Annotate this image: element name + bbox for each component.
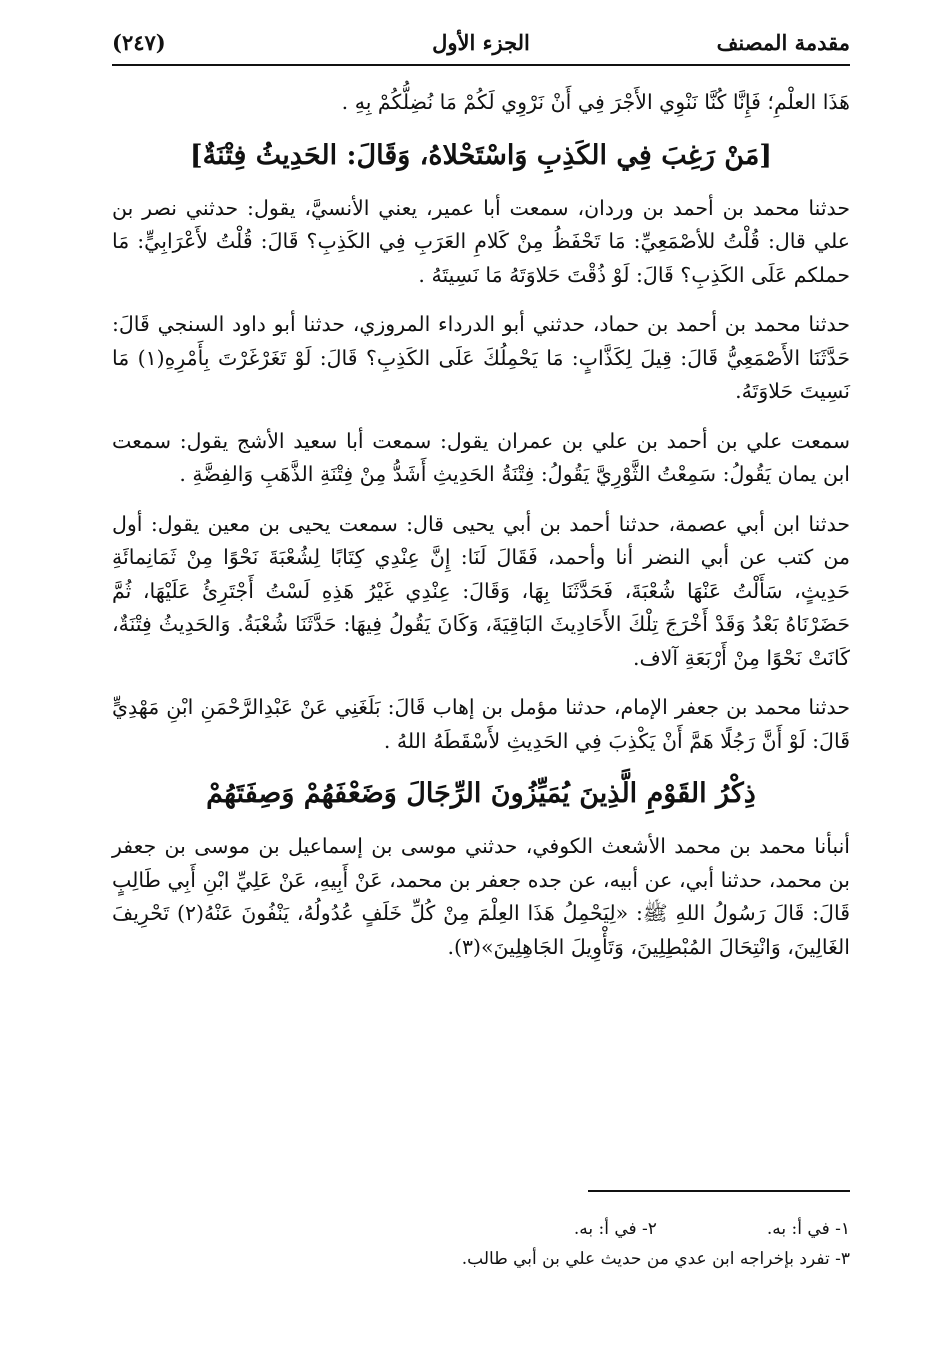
footnote-divider <box>588 1190 850 1192</box>
footnote-row <box>112 1214 850 1244</box>
page-header <box>112 24 850 66</box>
page-body <box>112 86 850 980</box>
header-page-number: (٢٤٧) <box>112 30 166 55</box>
paragraph-3: حدثنا محمد بن أحمد بن حماد، حدثني أبو الدرداء المروزي، حدثنا أبو داود السنجي قَالَ: حَدَّثَنَا الأَصْمَعِيُّ قَالَ: قِيلَ لِكَذَّابٍ: مَا يَحْمِلُكَ عَلَى الكَذِبِ؟ قَالَ: لَوْ تَغَرْغَرْتَ بِأَمْرِهِ(١) مَا نَسِيتَ حَلاوَتَهُ. <box>112 312 850 403</box>
footnote-3: ٣- تفرد بإخراجه ابن عدي من حديث علي بن أبي طالب. <box>461 1249 850 1269</box>
paragraph-6: حدثنا محمد بن جعفر الإمام، حدثنا مؤمل بن إهاب قَالَ: بَلَغَنِي عَنْ عَبْدِالرَّحْمَنِ ابْنِ مَهْدِيٍّ قَالَ: لَوْ أَنَّ رَجُلًا هَمَّ أَنْ يَكْذِبَ فِي الحَدِيثِ لأَسْقَطَهُ اللهُ . <box>112 695 850 753</box>
paragraph-4: سمعت علي بن أحمد بن علي بن عمران يقول: سمعت أبا سعيد الأشج يقول: سمعت ابن يمان يَقُولُ: سَمِعْتُ الثَّوْرِيَّ يَقُولُ: فِتْنَةُ الحَدِيثِ أَشَدُّ مِنْ فِتْنَةِ الذَّهَبِ وَالفِضَّةِ . <box>112 428 850 486</box>
section-heading-2: ذِكْرُ القَوْمِ الَّذِينَ يُمَيِّزُونَ الرِّجَالَ وَضَعْفَهُمْ وَصِفَتَهُمْ <box>206 778 756 809</box>
paragraph-5: حدثنا ابن أبي عصمة، حدثنا أحمد بن أبي يحيى قال: سمعت يحيى بن معين يقول: أول من كتب عن أبي النضر أنا وأحمد، فَقَالَ لَنَا: إِنَّ عِنْدِي كِتَابًا لِشُعْبَةَ نَحْوًا مِنْ ثَمَانِمائَةِ حَدِيثٍ، سَأَلْتُ عَنْهَا شُعْبَةَ، فَحَدَّثَنَا بِهَا، وَقَالَ: عِنْدِي غَيْرُ هَذِهِ لَسْتُ أَجْتَرِئُ عَلَيْهَا، ثُمَّ حَضَرْنَاهُ بَعْدُ وَقَدْ أَخْرَجَ تِلْكَ الأَحَادِيثَ البَاقِيَةَ، وَكَانَ يَقُولُ فِيهَا: حَدَّثَنَا شُعْبَةُ. وَالحَدِيثُ فِتْنَةٌ، كَانَتْ نَحْوًا مِنْ أَرْبَعَةِ آلاف. <box>112 511 850 670</box>
footnotes <box>112 1190 850 1274</box>
footnote-1: ١- في أ: به. <box>766 1219 850 1239</box>
header-section-title: مقدمة المصنف <box>716 30 850 55</box>
header-part-title: الجزء الأول <box>432 30 530 55</box>
paragraph-1: هَذَا العلْمِ؛ فَإِنَّا كُنَّا نَنْوِي الأَجْرَ فِي أَنْ نَرْوِي لَكُمْ مَا نُضِلُّكُمْ بِهِ . <box>341 90 850 114</box>
paragraph-7: أنبأنا محمد بن محمد الأشعث الكوفي، حدثني موسى بن إسماعيل بن موسى بن جعفر بن محمد، حدثنا أبي، عن أبيه، عن جده جعفر بن محمد، عَنْ أَبِيهِ، عَنْ عَلِيِّ ابْنِ أَبِي طَالِبٍ قَالَ: قَالَ رَسُولُ اللهِ ﷺ: «لِيَحْمِلُ هَذَا العِلْمَ مِنْ كُلِّ خَلَفٍ عُدُولُهُ، يَنْفُونَ عَنْهُ(٢) تَحْرِيفَ الغَالِينَ، وَانْتِحَالَ المُبْطِلِينَ، وَتَأْوِيلَ الجَاهِلِينَ»(٣). <box>112 834 850 959</box>
footnote-2: ٢- في أ: به. <box>573 1219 657 1239</box>
section-heading-1: [مَنْ رَغِبَ فِي الكَذِبِ وَاسْتَحْلاهُ، وَقَالَ: الحَدِيثُ فِتْنَةٌ] <box>189 139 773 171</box>
paragraph-2: حدثنا محمد بن أحمد بن وردان، سمعت أبا عمير، يعني الأنسيَّ، يقول: حدثني نصر بن علي قال: قُلْتُ للأصْمَعِيِّ: مَا تَحْفَظُ مِنْ كَلامِ العَرَبِ فِي الكَذِبِ؟ قَالَ: قُلْتُ لأَعْرَابِيٍّ: مَا حملكم عَلَى الكَذِبِ؟ قَالَ: لَوْ ذُقْتَ حَلاوَتَهُ مَا نَسِيتَهُ . <box>112 195 850 287</box>
